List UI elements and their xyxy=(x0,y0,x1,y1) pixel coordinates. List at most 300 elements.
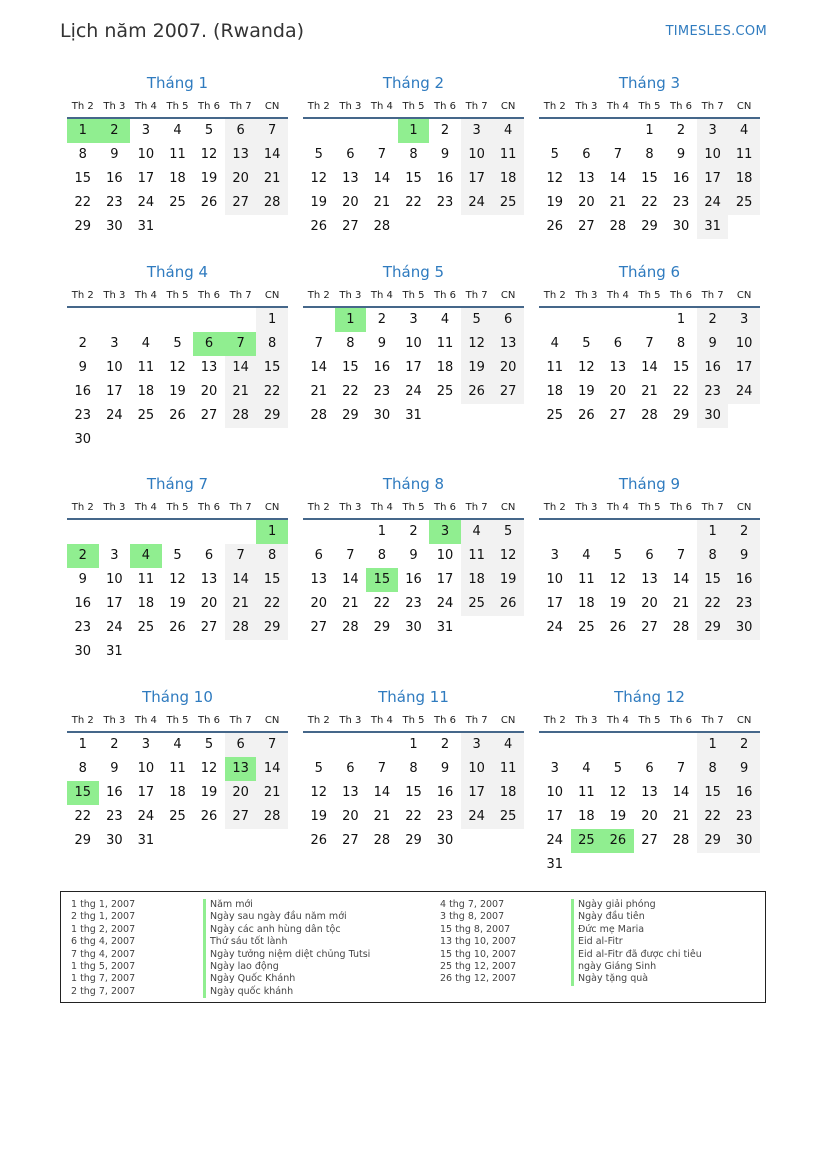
day-cell: 26 xyxy=(310,833,328,848)
weekday-header xyxy=(303,498,524,520)
day-cell: 19 xyxy=(200,785,218,800)
legend-holiday-name: Ngày tưởng niệm diệt chủng Tutsi xyxy=(203,949,370,961)
day-cell: 16 xyxy=(728,781,760,805)
day-cell: 15 xyxy=(672,360,690,375)
day-cell: 16 xyxy=(672,171,690,186)
holiday-day-cell: 1 xyxy=(67,119,99,143)
day-cell: 18 xyxy=(137,596,155,611)
weekday-label: CN xyxy=(264,715,280,726)
day-cell: 18 xyxy=(169,171,186,186)
day-cell: 4 xyxy=(582,548,591,563)
day-cell: 22 xyxy=(641,195,658,210)
month-calendar xyxy=(303,687,524,853)
month-calendar xyxy=(67,73,288,239)
day-cell: 24 xyxy=(697,191,729,215)
day-cell: 18 xyxy=(578,596,595,611)
legend-date: 2 thg 1, 2007 xyxy=(71,911,136,923)
day-cell: 6 xyxy=(492,308,524,332)
day-cell: 26 xyxy=(461,380,493,404)
day-cell: 13 xyxy=(641,785,658,800)
day-cell: 25 xyxy=(461,592,493,616)
empty-cell xyxy=(193,308,225,332)
day-cell: 6 xyxy=(613,336,623,351)
day-cell: 4 xyxy=(141,336,151,351)
day-cell: 31 xyxy=(436,620,454,635)
day-cell: 13 xyxy=(310,572,328,587)
weekday-label: CN xyxy=(500,715,516,726)
legend-dates-right xyxy=(440,899,516,986)
day-cell: 29 xyxy=(74,219,92,234)
day-cell: 2 xyxy=(728,733,760,757)
day-cell: 24 xyxy=(546,833,564,848)
day-grid xyxy=(539,308,760,428)
day-cell: 10 xyxy=(546,785,564,800)
weekday-label: CN xyxy=(500,290,516,301)
day-grid xyxy=(303,520,524,640)
empty-cell xyxy=(99,308,131,332)
day-cell: 20 xyxy=(200,596,218,611)
day-cell: 18 xyxy=(137,384,155,399)
weekday-label: Th 4 xyxy=(134,502,157,513)
legend-holiday-name: Ngày tặng quà xyxy=(571,973,702,985)
day-cell: 23 xyxy=(405,596,422,611)
day-cell: 17 xyxy=(137,171,155,186)
day-cell: 12 xyxy=(609,785,627,800)
day-cell: 29 xyxy=(405,833,422,848)
day-cell: 4 xyxy=(461,520,493,544)
day-cell: 19 xyxy=(461,356,493,380)
day-cell: 1 xyxy=(697,733,729,757)
day-cell: 20 xyxy=(609,384,627,399)
weekday-label: CN xyxy=(736,101,752,112)
day-cell: 24 xyxy=(728,380,760,404)
weekday-label: Th 7 xyxy=(229,101,252,112)
empty-cell xyxy=(193,520,225,544)
day-cell: 27 xyxy=(225,191,257,215)
day-cell: 18 xyxy=(461,568,493,592)
weekday-label: Th 7 xyxy=(465,715,488,726)
day-cell: 20 xyxy=(641,809,658,824)
day-cell: 18 xyxy=(492,167,524,191)
day-cell: 14 xyxy=(225,356,257,380)
weekday-label: Th 5 xyxy=(638,101,661,112)
holiday-day-cell: 1 xyxy=(398,119,430,143)
day-cell: 24 xyxy=(137,809,155,824)
day-cell: 16 xyxy=(405,572,422,587)
legend-date: 1 thg 1, 2007 xyxy=(71,899,136,910)
weekday-label: Th 4 xyxy=(606,502,629,513)
month-name: Tháng 5 xyxy=(382,263,445,281)
weekday-header xyxy=(303,97,524,119)
day-cell: 25 xyxy=(492,805,524,829)
day-cell: 22 xyxy=(342,384,359,399)
day-cell: 28 xyxy=(373,833,391,848)
weekday-header xyxy=(539,286,760,308)
weekday-header xyxy=(539,97,760,119)
weekday-label: Th 3 xyxy=(103,290,126,301)
day-cell: 6 xyxy=(225,733,257,757)
day-cell: 4 xyxy=(440,312,450,327)
weekday-label: CN xyxy=(736,715,752,726)
weekday-label: Th 6 xyxy=(198,502,221,513)
day-cell: 20 xyxy=(578,195,595,210)
day-cell: 27 xyxy=(200,620,218,635)
day-cell: 9 xyxy=(728,544,760,568)
day-cell: 28 xyxy=(672,620,690,635)
day-cell: 27 xyxy=(342,833,359,848)
weekday-label: Th 6 xyxy=(670,502,693,513)
day-cell: 5 xyxy=(461,308,493,332)
day-cell: 27 xyxy=(225,805,257,829)
day-cell: 8 xyxy=(377,548,387,563)
day-cell: 15 xyxy=(342,360,359,375)
day-cell: 23 xyxy=(436,809,454,824)
day-cell: 4 xyxy=(582,761,591,776)
day-cell: 30 xyxy=(106,833,123,848)
day-cell: 23 xyxy=(74,408,92,423)
weekday-label: Th 2 xyxy=(307,101,330,112)
weekday-label: Th 6 xyxy=(670,715,693,726)
day-cell: 7 xyxy=(645,336,654,351)
holiday-day-cell: 1 xyxy=(256,520,288,544)
brand-link[interactable]: TIMESLES.COM xyxy=(665,24,767,39)
day-cell: 20 xyxy=(641,596,658,611)
weekday-label: Th 4 xyxy=(134,715,157,726)
day-cell: 24 xyxy=(461,805,493,829)
day-cell: 3 xyxy=(697,119,729,143)
day-cell: 29 xyxy=(373,620,391,635)
day-cell: 6 xyxy=(314,548,323,563)
day-cell: 22 xyxy=(74,195,92,210)
day-cell: 5 xyxy=(314,761,323,776)
day-cell: 13 xyxy=(200,572,218,587)
legend-holiday-name: Ngày lao động xyxy=(203,961,370,973)
day-grid xyxy=(303,119,524,239)
empty-cell xyxy=(602,308,634,332)
day-cell: 15 xyxy=(256,356,288,380)
day-cell: 17 xyxy=(461,781,493,805)
month-name: Tháng 1 xyxy=(146,74,209,92)
day-cell: 18 xyxy=(578,809,595,824)
empty-cell xyxy=(303,520,335,544)
month-name: Tháng 12 xyxy=(614,688,685,706)
day-cell: 4 xyxy=(728,119,760,143)
month-calendar xyxy=(539,73,760,239)
weekday-label: Th 7 xyxy=(701,715,724,726)
day-cell: 26 xyxy=(200,195,218,210)
legend-holiday-name: Ngày đầu tiên xyxy=(571,911,702,923)
day-cell: 10 xyxy=(106,360,123,375)
day-cell: 9 xyxy=(110,147,119,162)
day-cell: 14 xyxy=(310,360,328,375)
day-cell: 28 xyxy=(609,219,627,234)
weekday-header xyxy=(539,498,760,520)
day-cell: 22 xyxy=(697,805,729,829)
day-cell: 25 xyxy=(492,191,524,215)
day-cell: 30 xyxy=(672,219,690,234)
day-cell: 28 xyxy=(672,833,690,848)
weekday-label: Th 4 xyxy=(606,715,629,726)
weekday-header xyxy=(303,711,524,733)
weekday-label: CN xyxy=(500,101,516,112)
empty-cell xyxy=(67,520,99,544)
day-cell: 18 xyxy=(546,384,564,399)
day-cell: 25 xyxy=(169,195,186,210)
day-cell: 12 xyxy=(578,360,595,375)
day-cell: 16 xyxy=(697,356,729,380)
month-name: Tháng 3 xyxy=(618,74,681,92)
day-cell: 5 xyxy=(204,123,214,138)
day-cell: 22 xyxy=(256,592,288,616)
day-cell: 6 xyxy=(645,761,654,776)
day-cell: 21 xyxy=(342,596,359,611)
day-cell: 30 xyxy=(106,219,123,234)
weekday-label: Th 5 xyxy=(402,715,425,726)
day-cell: 25 xyxy=(578,620,595,635)
weekday-label: Th 4 xyxy=(370,101,393,112)
day-cell: 23 xyxy=(728,592,760,616)
weekday-label: Th 6 xyxy=(434,715,457,726)
day-cell: 22 xyxy=(405,809,422,824)
day-cell: 1 xyxy=(697,520,729,544)
legend-holiday-name: Eid al-Fitr đã được chi tiêu xyxy=(571,949,702,961)
day-cell: 10 xyxy=(106,572,123,587)
day-cell: 7 xyxy=(314,336,323,351)
day-cell: 19 xyxy=(492,568,524,592)
holiday-day-cell: 1 xyxy=(335,308,367,332)
day-cell: 11 xyxy=(578,785,595,800)
day-cell: 17 xyxy=(546,596,564,611)
day-cell: 16 xyxy=(74,384,92,399)
day-cell: 16 xyxy=(106,171,123,186)
day-cell: 3 xyxy=(728,308,760,332)
day-cell: 8 xyxy=(697,544,729,568)
holiday-day-cell: 4 xyxy=(130,544,162,568)
month-calendar xyxy=(539,262,760,428)
day-cell: 2 xyxy=(440,123,450,138)
day-cell: 10 xyxy=(461,757,493,781)
day-cell: 13 xyxy=(342,785,359,800)
day-cell: 13 xyxy=(492,332,524,356)
day-cell: 3 xyxy=(409,312,418,327)
legend-date: 25 thg 12, 2007 xyxy=(440,960,517,972)
empty-cell xyxy=(225,308,257,332)
day-cell: 22 xyxy=(373,596,391,611)
day-cell: 28 xyxy=(256,805,288,829)
day-cell: 30 xyxy=(436,833,454,848)
day-cell: 4 xyxy=(173,737,182,752)
day-cell: 1 xyxy=(645,123,654,138)
day-cell: 11 xyxy=(492,757,524,781)
day-cell: 30 xyxy=(697,404,729,428)
day-cell: 24 xyxy=(436,596,454,611)
legend-holiday-name: Eid al-Fitr xyxy=(571,936,702,948)
legend-holiday-name: Năm mới xyxy=(203,899,370,911)
day-cell: 17 xyxy=(106,384,123,399)
legend-date: 7 thg 4, 2007 xyxy=(71,948,136,960)
day-cell: 23 xyxy=(672,195,690,210)
month-calendar xyxy=(303,73,524,239)
weekday-label: Th 3 xyxy=(575,502,598,513)
day-cell: 23 xyxy=(106,195,123,210)
empty-cell xyxy=(303,733,335,757)
weekday-label: Th 2 xyxy=(307,715,330,726)
holiday-day-cell: 2 xyxy=(67,544,99,568)
legend-holiday-name: Ngày quốc khánh xyxy=(203,986,370,998)
day-cell: 12 xyxy=(492,544,524,568)
legend-holiday-name: Ngày các anh hùng dân tộc xyxy=(203,924,370,936)
day-cell: 31 xyxy=(697,215,729,239)
day-grid xyxy=(539,733,760,877)
day-cell: 20 xyxy=(310,596,328,611)
weekday-label: Th 5 xyxy=(402,502,425,513)
day-cell: 29 xyxy=(697,829,729,853)
day-cell: 27 xyxy=(310,620,328,635)
legend-holiday-name: Thứ sáu tốt lành xyxy=(203,936,370,948)
legend-holiday-name: Đức mẹ Maria xyxy=(571,924,702,936)
day-cell: 31 xyxy=(405,408,422,423)
day-cell: 26 xyxy=(310,219,328,234)
day-cell: 7 xyxy=(256,733,288,757)
day-cell: 5 xyxy=(173,548,182,563)
legend-holiday-name: Ngày Quốc Khánh xyxy=(203,973,370,985)
day-cell: 30 xyxy=(728,829,760,853)
day-cell: 4 xyxy=(173,123,182,138)
empty-cell xyxy=(67,308,99,332)
day-cell: 14 xyxy=(373,171,391,186)
day-cell: 6 xyxy=(204,548,214,563)
day-cell: 12 xyxy=(169,572,186,587)
day-cell: 2 xyxy=(697,308,729,332)
empty-cell xyxy=(602,119,634,143)
day-cell: 5 xyxy=(550,147,559,162)
weekday-label: CN xyxy=(736,290,752,301)
day-cell: 13 xyxy=(200,360,218,375)
day-cell: 8 xyxy=(409,761,418,776)
weekday-label: CN xyxy=(500,502,516,513)
day-cell: 27 xyxy=(641,833,658,848)
day-cell: 20 xyxy=(492,356,524,380)
day-cell: 3 xyxy=(110,548,119,563)
holiday-day-cell: 26 xyxy=(602,829,634,853)
weekday-label: Th 5 xyxy=(402,290,425,301)
empty-cell xyxy=(539,119,571,143)
day-cell: 6 xyxy=(346,761,355,776)
day-cell: 29 xyxy=(256,616,288,640)
day-cell: 5 xyxy=(582,336,591,351)
day-grid xyxy=(539,520,760,640)
day-cell: 15 xyxy=(74,171,92,186)
holiday-day-cell: 25 xyxy=(571,829,603,853)
legend-date: 3 thg 8, 2007 xyxy=(440,911,505,923)
day-cell: 14 xyxy=(256,757,288,781)
weekday-label: Th 6 xyxy=(434,101,457,112)
month-name: Tháng 11 xyxy=(378,688,449,706)
day-cell: 12 xyxy=(609,572,627,587)
legend-holiday-name: Ngày giải phóng xyxy=(571,899,702,911)
day-cell: 15 xyxy=(405,171,422,186)
day-cell: 1 xyxy=(676,312,686,327)
day-cell: 23 xyxy=(728,805,760,829)
day-cell: 31 xyxy=(106,644,123,659)
day-grid xyxy=(67,520,288,664)
day-cell: 8 xyxy=(78,761,87,776)
day-cell: 20 xyxy=(200,384,218,399)
day-cell: 25 xyxy=(546,408,564,423)
day-grid xyxy=(303,308,524,428)
day-cell: 15 xyxy=(641,171,658,186)
weekday-label: Th 6 xyxy=(670,101,693,112)
empty-cell xyxy=(539,520,571,544)
weekday-header xyxy=(67,286,288,308)
day-cell: 7 xyxy=(225,544,257,568)
day-cell: 10 xyxy=(461,143,493,167)
day-cell: 21 xyxy=(256,167,288,191)
empty-cell xyxy=(225,520,257,544)
day-cell: 27 xyxy=(609,408,627,423)
day-cell: 4 xyxy=(550,336,559,351)
day-cell: 17 xyxy=(137,785,155,800)
day-cell: 7 xyxy=(377,147,387,162)
day-cell: 30 xyxy=(728,616,760,640)
weekday-header xyxy=(539,711,760,733)
day-cell: 11 xyxy=(546,360,564,375)
day-cell: 3 xyxy=(461,733,493,757)
empty-cell xyxy=(634,308,666,332)
day-cell: 9 xyxy=(440,147,450,162)
day-cell: 5 xyxy=(613,761,623,776)
day-cell: 5 xyxy=(173,336,182,351)
legend-holiday-name: ngày Giáng Sinh xyxy=(571,961,702,973)
legend-date: 15 thg 10, 2007 xyxy=(440,948,517,960)
holiday-legend xyxy=(60,891,766,1003)
empty-cell xyxy=(602,520,634,544)
day-cell: 23 xyxy=(106,809,123,824)
day-cell: 9 xyxy=(110,761,119,776)
day-cell: 3 xyxy=(141,737,151,752)
day-cell: 11 xyxy=(169,147,186,162)
day-cell: 31 xyxy=(137,219,155,234)
weekday-label: Th 6 xyxy=(434,290,457,301)
day-cell: 27 xyxy=(492,380,524,404)
empty-cell xyxy=(366,733,398,757)
day-cell: 18 xyxy=(728,167,760,191)
weekday-label: Th 7 xyxy=(465,290,488,301)
weekday-label: Th 2 xyxy=(307,502,330,513)
day-cell: 24 xyxy=(106,620,123,635)
month-name: Tháng 4 xyxy=(146,263,209,281)
day-cell: 25 xyxy=(436,384,454,399)
legend-date: 1 thg 5, 2007 xyxy=(71,960,136,972)
weekday-label: CN xyxy=(264,290,280,301)
day-cell: 27 xyxy=(342,219,359,234)
empty-cell xyxy=(571,520,603,544)
day-grid xyxy=(67,308,288,452)
day-cell: 22 xyxy=(697,592,729,616)
day-cell: 26 xyxy=(200,809,218,824)
day-cell: 2 xyxy=(440,737,450,752)
empty-cell xyxy=(366,119,398,143)
day-cell: 30 xyxy=(405,620,422,635)
weekday-label: Th 4 xyxy=(370,502,393,513)
empty-cell xyxy=(303,119,335,143)
day-cell: 19 xyxy=(546,195,564,210)
day-cell: 3 xyxy=(550,548,559,563)
weekday-label: Th 5 xyxy=(166,101,189,112)
weekday-label: Th 5 xyxy=(638,715,661,726)
day-cell: 22 xyxy=(405,195,422,210)
day-cell: 14 xyxy=(342,572,359,587)
